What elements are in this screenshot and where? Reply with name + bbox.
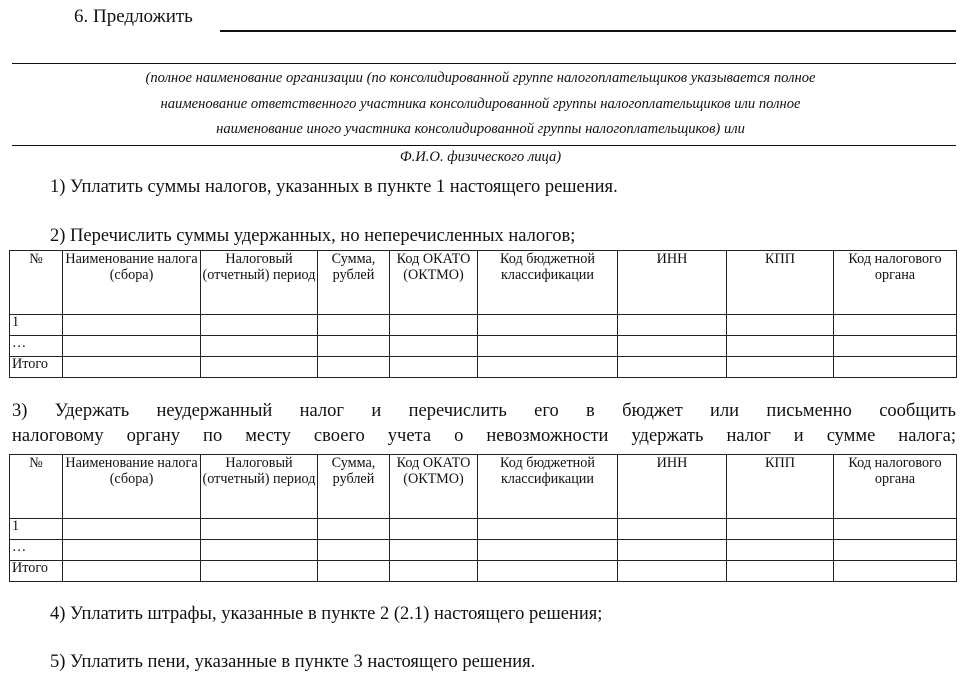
item-1: 1) Уплатить суммы налогов, указанных в пункте 1 настоящего решения. [50, 177, 618, 197]
table-cell [390, 519, 478, 540]
col-header-okato: Код ОКАТО (ОКТМО) [390, 455, 478, 519]
table-cell [318, 315, 390, 336]
row-label: … [10, 540, 63, 561]
table-cell [727, 561, 834, 582]
col-header-kpp: КПП [727, 455, 834, 519]
table-row [10, 540, 957, 561]
col-header-kpp: КПП [727, 251, 834, 315]
col-header-kbk: Код бюджетной классификации [478, 455, 618, 519]
table-cell [390, 315, 478, 336]
table-cell [727, 315, 834, 336]
note-fio: Ф.И.О. физического лица) [399, 149, 562, 165]
fio-fill-line [12, 145, 956, 146]
table-cell [390, 540, 478, 561]
item-4: 4) Уплатить штрафы, указанные в пункте 2 (2.1) настоящего решения; [50, 604, 603, 624]
col-header-amount: Сумма, рублей [318, 251, 390, 315]
unwithheld-taxes-table [9, 454, 957, 582]
table-cell [63, 519, 201, 540]
table-cell [478, 357, 618, 378]
table-cell [478, 561, 618, 582]
table-header-row [10, 251, 957, 315]
table-cell [834, 519, 957, 540]
row-label: … [10, 336, 63, 357]
table-cell [318, 336, 390, 357]
table-cell [478, 336, 618, 357]
col-header-tax-name: Наименование налога (сбора) [63, 251, 201, 315]
table-cell [834, 540, 957, 561]
col-header-tax-authority: Код налогового органа [834, 251, 957, 315]
col-header-inn: ИНН [618, 455, 727, 519]
table-row [10, 357, 957, 378]
table-cell [618, 561, 727, 582]
table-cell [478, 540, 618, 561]
note-line-1: (полное наименование организации (по консолидированной группе налогоплательщиков указывается полное [145, 70, 816, 86]
table-cell [63, 540, 201, 561]
table-cell [618, 357, 727, 378]
row-label: 1 [10, 519, 63, 540]
col-header-inn: ИНН [618, 251, 727, 315]
table-cell [618, 540, 727, 561]
table-cell [201, 540, 318, 561]
table-row [10, 315, 957, 336]
table-cell [618, 315, 727, 336]
table-cell [478, 315, 618, 336]
col-header-tax-name: Наименование налога (сбора) [63, 455, 201, 519]
table-header-row [10, 455, 957, 519]
note-line-2: наименование ответственного участника консолидированной группы налогоплательщиков или полное [160, 96, 801, 112]
item-5: 5) Уплатить пени, указанные в пункте 3 настоящего решения. [50, 652, 536, 672]
table-cell [834, 357, 957, 378]
table-cell [63, 561, 201, 582]
row-label: Итого [10, 357, 63, 378]
table-cell [618, 519, 727, 540]
table-cell [390, 561, 478, 582]
col-header-okato: Код ОКАТО (ОКТМО) [390, 251, 478, 315]
table-cell [201, 315, 318, 336]
table-cell [727, 519, 834, 540]
table-cell [727, 540, 834, 561]
table-row [10, 561, 957, 582]
table-cell [727, 357, 834, 378]
table-cell [834, 336, 957, 357]
table-cell [618, 336, 727, 357]
col-header-tax-authority: Код налогового органа [834, 455, 957, 519]
item-3-line-2: налоговому органу по месту своего учета о невозможности удержать налог и сумме налога; [12, 426, 956, 446]
recipient-fill-line-2 [12, 63, 956, 64]
table-row [10, 519, 957, 540]
table-cell [63, 336, 201, 357]
note-line-3: наименование иного участника консолидированной группы налогоплательщиков) или [216, 121, 745, 137]
table-cell [63, 315, 201, 336]
withheld-taxes-table [9, 250, 957, 378]
table-cell [318, 357, 390, 378]
col-header-amount: Сумма, рублей [318, 455, 390, 519]
table-cell [201, 561, 318, 582]
table-cell [390, 336, 478, 357]
col-header-number: № [10, 455, 63, 519]
col-header-number: № [10, 251, 63, 315]
table-row [10, 336, 957, 357]
row-label: 1 [10, 315, 63, 336]
item-2: 2) Перечислить суммы удержанных, но неперечисленных налогов; [50, 226, 576, 246]
table-cell [390, 357, 478, 378]
table-cell [727, 336, 834, 357]
table-cell [318, 540, 390, 561]
table-cell [834, 561, 957, 582]
table-cell [834, 315, 957, 336]
col-header-kbk: Код бюджетной классификации [478, 251, 618, 315]
col-header-period: Налоговый (отчетный) период [201, 455, 318, 519]
table-cell [201, 519, 318, 540]
section-heading: 6. Предложить [74, 6, 193, 27]
table-cell [63, 357, 201, 378]
table-cell [201, 336, 318, 357]
col-header-period: Налоговый (отчетный) период [201, 251, 318, 315]
table-cell [201, 357, 318, 378]
table-cell [318, 561, 390, 582]
table-cell [478, 519, 618, 540]
item-3-line-1: 3) Удержать неудержанный налог и перечислить его в бюджет или письменно сообщить [12, 401, 956, 421]
recipient-fill-line [220, 30, 956, 32]
table-cell [318, 519, 390, 540]
row-label: Итого [10, 561, 63, 582]
